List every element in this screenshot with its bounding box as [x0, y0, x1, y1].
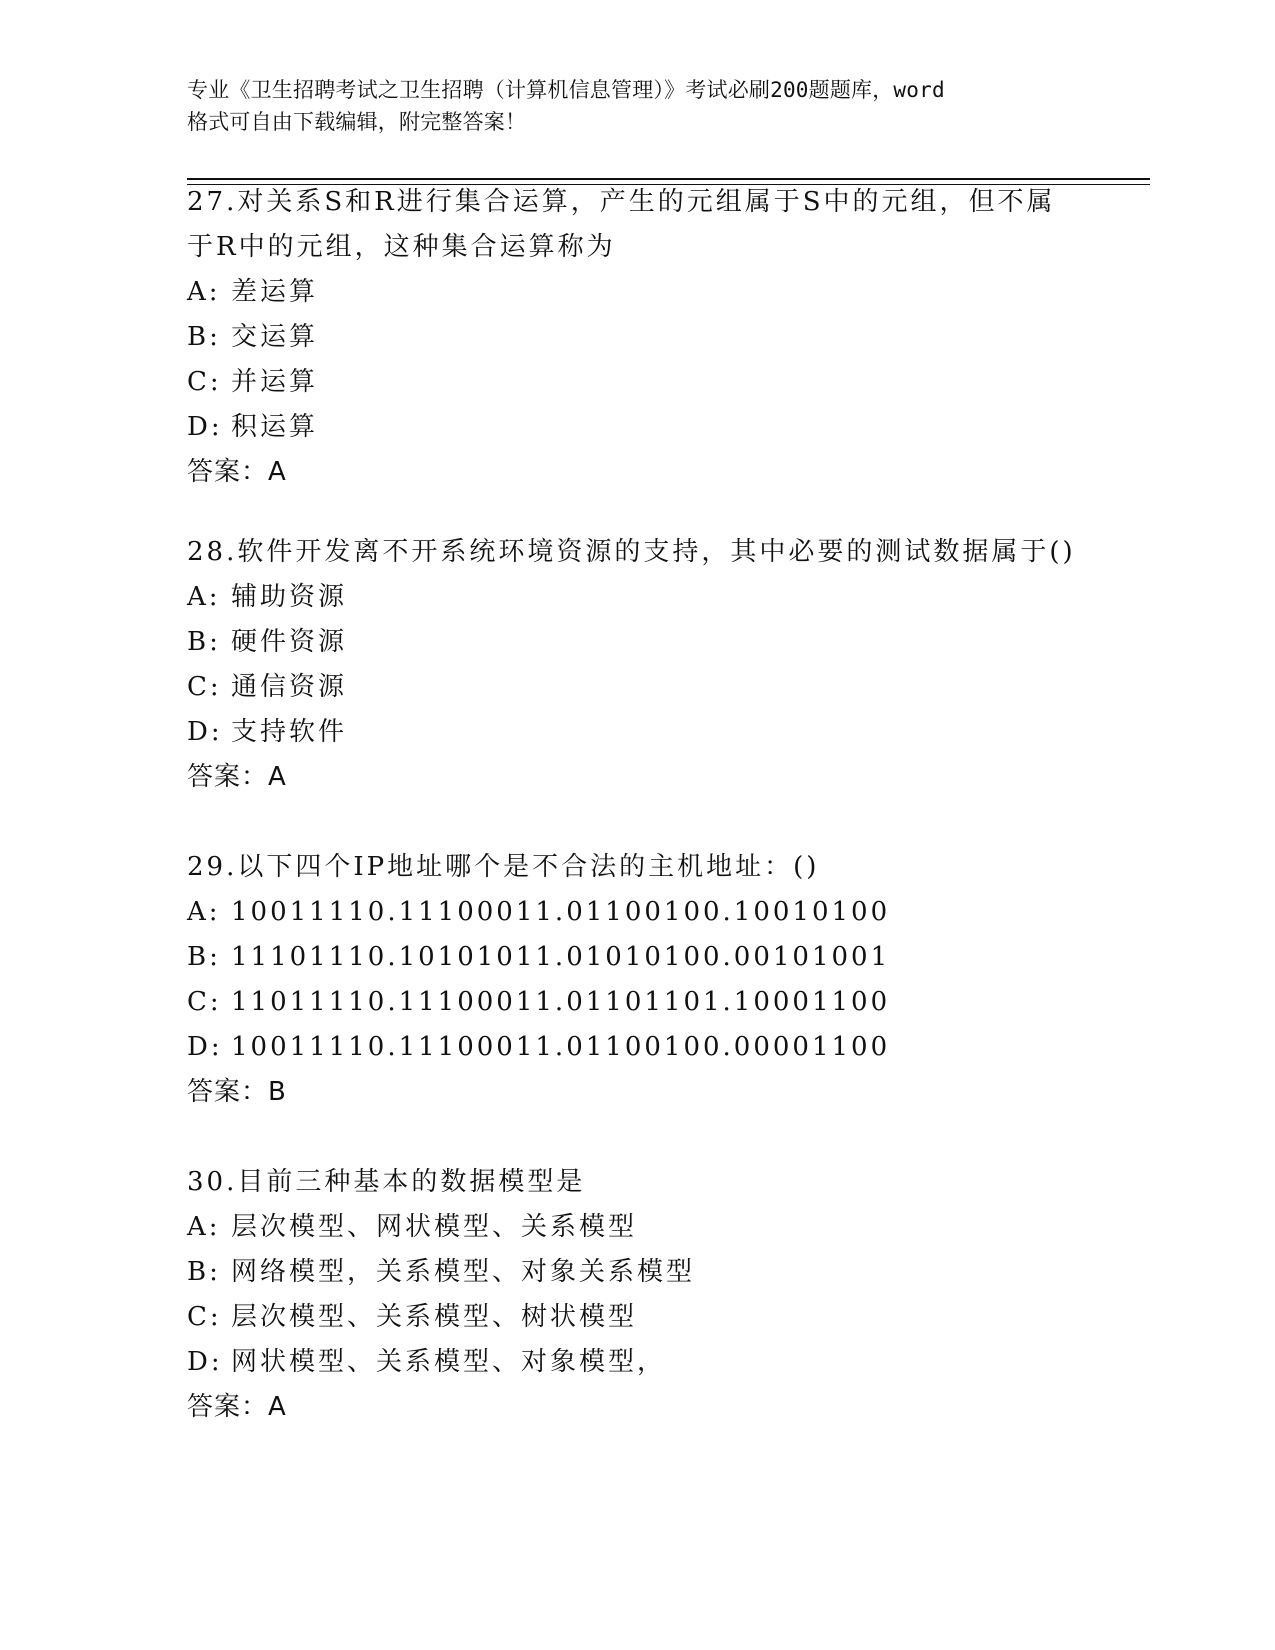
- option-letter: A:: [187, 582, 221, 612]
- option-text: 11101110.10101011.01010100.00101001: [231, 942, 891, 972]
- option-d: [187, 710, 1150, 755]
- option-text: 支持软件: [231, 717, 348, 747]
- option-letter: C:: [187, 1302, 222, 1332]
- option-c: [187, 360, 1150, 405]
- option-c: [187, 980, 1150, 1025]
- option-b: [187, 315, 1150, 360]
- option-letter: C:: [187, 672, 222, 702]
- option-letter: C:: [187, 367, 222, 397]
- option-letter: B:: [187, 627, 221, 657]
- option-d: [187, 1025, 1150, 1070]
- question-stem-line: 27.对关系S和R进行集合运算，产生的元组属于S中的元组，但不属: [187, 187, 1056, 217]
- document-header: [187, 74, 1087, 138]
- answer-line: 答案：A: [187, 762, 287, 792]
- option-text: 通信资源: [231, 672, 348, 702]
- option-a: [187, 270, 1150, 315]
- option-text: 硬件资源: [231, 627, 348, 657]
- option-text: 差运算: [231, 277, 319, 307]
- answer-line: 答案：A: [187, 457, 287, 487]
- question-29: [187, 845, 1150, 1115]
- option-letter: D:: [187, 717, 223, 747]
- option-letter: A:: [187, 897, 221, 927]
- document-page: [187, 0, 1150, 1650]
- option-letter: A:: [187, 277, 221, 307]
- question-30: [187, 1160, 1150, 1430]
- option-d: [187, 1340, 1150, 1385]
- question-stem-line: 29.以下四个IP地址哪个是不合法的主机地址：(): [187, 852, 820, 882]
- option-letter: D:: [187, 412, 223, 442]
- question-stem-line: 28.软件开发离不开系统环境资源的支持，其中必要的测试数据属于(): [187, 537, 1076, 567]
- option-d: [187, 405, 1150, 450]
- option-text: 并运算: [231, 367, 319, 397]
- option-c: [187, 665, 1150, 710]
- question-stem-line: 于R中的元组，这种集合运算称为: [187, 232, 616, 262]
- answer-line: 答案：B: [187, 1077, 287, 1107]
- option-letter: D:: [187, 1347, 223, 1377]
- option-b: [187, 620, 1150, 665]
- option-letter: A:: [187, 1212, 221, 1242]
- option-letter: C:: [187, 987, 222, 1017]
- option-b: [187, 1250, 1150, 1295]
- option-text: 10011110.11100011.01100100.10010100: [231, 897, 891, 927]
- option-a: [187, 890, 1150, 935]
- option-text: 辅助资源: [231, 582, 348, 612]
- question-27: [187, 180, 1150, 495]
- option-text: 层次模型、网状模型、关系模型: [231, 1212, 638, 1242]
- option-a: [187, 575, 1150, 620]
- option-text: 11011110.11100011.01101101.10001100: [231, 987, 891, 1017]
- option-b: [187, 935, 1150, 980]
- option-a: [187, 1205, 1150, 1250]
- option-letter: D:: [187, 1032, 223, 1062]
- option-text: 网络模型，关系模型、对象关系模型: [231, 1257, 696, 1287]
- option-text: 层次模型、关系模型、树状模型: [231, 1302, 638, 1332]
- question-stem-line: 30.目前三种基本的数据模型是: [187, 1167, 586, 1197]
- question-28: [187, 530, 1150, 800]
- header-line-2: 格式可自由下载编辑，附完整答案！: [187, 110, 527, 134]
- option-text: 网状模型、关系模型、对象模型，: [231, 1347, 667, 1377]
- option-text: 10011110.11100011.01100100.00001100: [231, 1032, 891, 1062]
- option-letter: B:: [187, 942, 221, 972]
- answer-line: 答案：A: [187, 1392, 287, 1422]
- option-text: 积运算: [231, 412, 319, 442]
- option-letter: B:: [187, 322, 221, 352]
- option-c: [187, 1295, 1150, 1340]
- option-letter: B:: [187, 1257, 221, 1287]
- header-line-1: 专业《卫生招聘考试之卫生招聘（计算机信息管理）》考试必刷200题题库，word: [187, 78, 945, 102]
- option-text: 交运算: [231, 322, 319, 352]
